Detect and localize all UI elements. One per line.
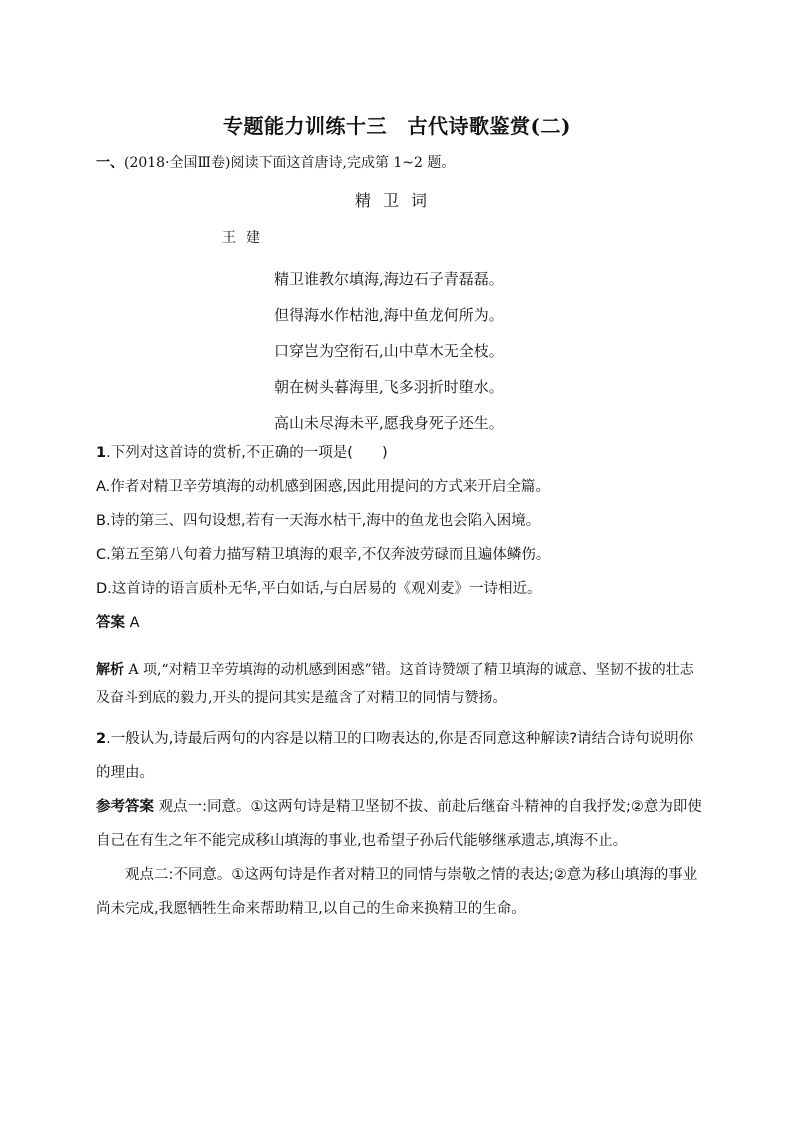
question-1 [96, 436, 704, 640]
question-2 [96, 722, 704, 926]
reference-answer-label: 参考答案 [96, 799, 154, 815]
poem-line: 精卫谁教尔填海,海边石子青磊磊。 [274, 270, 504, 288]
section-number: 一、 [96, 155, 124, 171]
section-text: (2018·全国Ⅲ卷)阅读下面这首唐诗,完成第 1~2 题。 [124, 155, 456, 171]
section-instruction [96, 153, 455, 173]
question-2-stem [96, 722, 704, 790]
question-stem-text: .一般认为,诗最后两句的内容是以精卫的口吻表达的,你是否同意这种解读?请结合诗句说明你的理由。 [96, 731, 694, 781]
answer-line [96, 606, 704, 640]
question-number: 2 [96, 731, 107, 747]
option-d: D.这首诗的语言质朴无华,平白如话,与白居易的《观刈麦》一诗相近。 [96, 581, 542, 597]
poem-line: 但得海水作枯池,海中鱼龙何所为。 [274, 306, 504, 324]
answer-value: A [125, 615, 140, 631]
question-stem-text: .下列对这首诗的赏析,不正确的一项是( ) [106, 445, 388, 461]
option-b: B.诗的第三、四句设想,若有一天海水枯干,海中的鱼龙也会陷入困境。 [96, 513, 541, 529]
page-title: 专题能力训练十三 古代诗歌鉴赏(二) [223, 114, 571, 138]
question-number: 1 [96, 445, 107, 461]
answer-label: 答案 [96, 615, 125, 631]
poem-line: 高山未尽海未平,愿我身死子还生。 [274, 414, 504, 432]
analysis-text: A 项,“对精卫辛劳填海的动机感到困惑”错。这首诗赞颂了精卫填海的诚意、坚韧不拔的壮志及奋斗到底的毅力,开头的提问其实是蕴含了对精卫的同情与赞扬。 [96, 662, 694, 706]
option-a: A.作者对精卫辛劳填海的动机感到困惑,因此用提问的方式来开启全篇。 [96, 479, 550, 495]
view-two-text: 观点二:不同意。①这两句诗是作者对精卫的同情与崇敬之情的表达;②意为移山填海的事业尚未完成,我愿牺牲生命来帮助精卫,以自己的生命来换精卫的生命。 [96, 867, 698, 917]
poem-body [274, 261, 504, 441]
question-1-stem [96, 436, 704, 470]
view-one-text: 观点一:同意。①这两句诗是精卫坚韧不拔、前赴后继奋斗精神的自我抒发;②意为即使自己在有生之年不能完成移山填海的事业,也希望子孙后代能够继承遗志,填海不止。 [96, 799, 702, 849]
poem-line: 朝在树头暮海里,飞多羽折时堕水。 [274, 378, 504, 396]
poem-title: 精卫词 [354, 191, 439, 210]
analysis-label: 解析 [96, 662, 124, 678]
poem-author: 王建 [222, 230, 270, 246]
analysis-block [96, 656, 704, 712]
reference-answer [96, 790, 704, 858]
poem-line: 口穿岂为空衔石,山中草木无全枝。 [274, 342, 504, 360]
option-c: C.第五至第八句着力描写精卫填海的艰辛,不仅奔波劳碌而且遍体鳞伤。 [96, 547, 551, 563]
